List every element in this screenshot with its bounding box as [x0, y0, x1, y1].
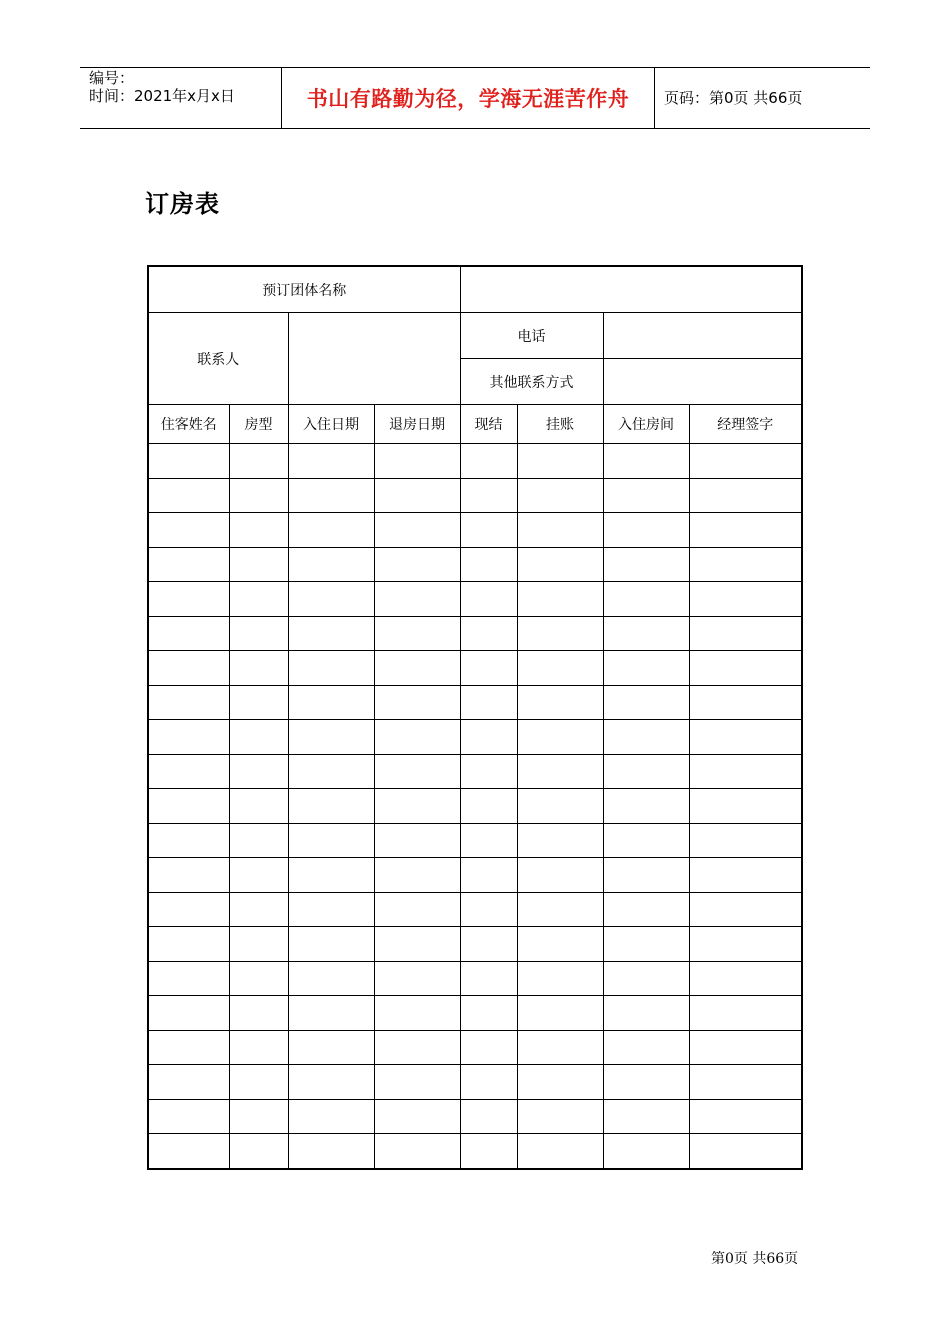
table-cell[interactable]: [229, 478, 288, 513]
column-header: 退房日期: [374, 405, 460, 444]
table-cell[interactable]: [374, 616, 460, 651]
table-cell[interactable]: [460, 513, 517, 548]
table-cell[interactable]: [288, 996, 374, 1031]
table-cell[interactable]: [229, 685, 288, 720]
table-cell[interactable]: [288, 1134, 374, 1169]
contact-label: 联系人: [148, 313, 288, 405]
table-cell[interactable]: [603, 789, 689, 824]
table-cell[interactable]: [288, 616, 374, 651]
table-row: [148, 651, 802, 686]
table-cell[interactable]: [603, 892, 689, 927]
table-cell[interactable]: [288, 685, 374, 720]
column-header-row: [148, 405, 802, 444]
phone-label: 电话: [460, 313, 603, 359]
table-row: [148, 513, 802, 548]
table-cell[interactable]: [229, 823, 288, 858]
table-cell[interactable]: [288, 478, 374, 513]
table-cell[interactable]: [460, 1134, 517, 1169]
table-cell[interactable]: [374, 754, 460, 789]
table-cell[interactable]: [148, 892, 229, 927]
table-row: [148, 1134, 802, 1169]
table-cell[interactable]: [517, 927, 603, 962]
table-cell[interactable]: [603, 616, 689, 651]
table-cell[interactable]: [229, 1099, 288, 1134]
table-cell[interactable]: [229, 651, 288, 686]
table-cell[interactable]: [229, 444, 288, 479]
table-cell[interactable]: [374, 858, 460, 893]
table-cell[interactable]: [689, 858, 802, 893]
column-header: 入住房间: [603, 405, 689, 444]
table-cell[interactable]: [374, 996, 460, 1031]
table-cell[interactable]: [460, 720, 517, 755]
table-cell[interactable]: [689, 513, 802, 548]
table-cell[interactable]: [689, 685, 802, 720]
table-cell[interactable]: [689, 651, 802, 686]
table-cell[interactable]: [460, 996, 517, 1031]
table-cell[interactable]: [517, 858, 603, 893]
table-cell[interactable]: [603, 582, 689, 617]
phone-field[interactable]: [603, 313, 802, 359]
table-cell[interactable]: [229, 1134, 288, 1169]
table-row: [148, 547, 802, 582]
contact-field[interactable]: [288, 313, 460, 405]
table-cell[interactable]: [288, 1099, 374, 1134]
table-row: [148, 858, 802, 893]
table-cell[interactable]: [517, 823, 603, 858]
header-time: 时间：2021年x月x日: [89, 87, 235, 105]
table-cell[interactable]: [229, 754, 288, 789]
table-cell[interactable]: [603, 961, 689, 996]
table-row: [148, 1030, 802, 1065]
table-cell[interactable]: [288, 823, 374, 858]
table-cell[interactable]: [229, 616, 288, 651]
table-cell[interactable]: [689, 1099, 802, 1134]
table-cell[interactable]: [288, 1065, 374, 1100]
table-cell[interactable]: [603, 823, 689, 858]
table-cell[interactable]: [229, 547, 288, 582]
table-cell[interactable]: [689, 1030, 802, 1065]
table-cell[interactable]: [229, 927, 288, 962]
table-cell[interactable]: [603, 513, 689, 548]
table-cell[interactable]: [288, 754, 374, 789]
table-cell[interactable]: [460, 892, 517, 927]
column-header: 现结: [460, 405, 517, 444]
table-cell[interactable]: [148, 789, 229, 824]
table-row: [148, 789, 802, 824]
table-row: [148, 927, 802, 962]
table-cell[interactable]: [460, 858, 517, 893]
table-cell[interactable]: [288, 582, 374, 617]
table-row: [148, 616, 802, 651]
table-cell[interactable]: [689, 823, 802, 858]
table-cell[interactable]: [148, 616, 229, 651]
table-cell[interactable]: [288, 444, 374, 479]
table-cell[interactable]: [460, 789, 517, 824]
table-cell[interactable]: [148, 1134, 229, 1169]
table-cell[interactable]: [229, 892, 288, 927]
table-cell[interactable]: [603, 685, 689, 720]
table-cell[interactable]: [460, 547, 517, 582]
table-cell[interactable]: [603, 1099, 689, 1134]
table-cell[interactable]: [374, 685, 460, 720]
table-cell[interactable]: [689, 754, 802, 789]
group-name-field[interactable]: [460, 266, 802, 313]
table-cell[interactable]: [148, 823, 229, 858]
table-cell[interactable]: [603, 858, 689, 893]
table-cell[interactable]: [374, 444, 460, 479]
other-contact-field[interactable]: [603, 359, 802, 405]
table-cell[interactable]: [148, 754, 229, 789]
table-cell[interactable]: [148, 444, 229, 479]
table-cell[interactable]: [517, 651, 603, 686]
table-cell[interactable]: [374, 547, 460, 582]
table-cell[interactable]: [517, 961, 603, 996]
table-cell[interactable]: [148, 1099, 229, 1134]
table-row: [148, 754, 802, 789]
table-row: [148, 996, 802, 1031]
table-row: [148, 478, 802, 513]
table-cell[interactable]: [374, 961, 460, 996]
table-cell[interactable]: [229, 582, 288, 617]
table-cell[interactable]: [148, 513, 229, 548]
table-cell[interactable]: [460, 478, 517, 513]
table-cell[interactable]: [603, 1030, 689, 1065]
table-cell[interactable]: [288, 651, 374, 686]
table-cell[interactable]: [288, 789, 374, 824]
table-cell[interactable]: [288, 720, 374, 755]
header-divider-right: [654, 67, 655, 128]
table-cell[interactable]: [517, 789, 603, 824]
table-cell[interactable]: [148, 582, 229, 617]
table-cell[interactable]: [603, 1134, 689, 1169]
table-cell[interactable]: [460, 444, 517, 479]
table-cell[interactable]: [460, 1065, 517, 1100]
table-cell[interactable]: [603, 478, 689, 513]
table-cell[interactable]: [374, 892, 460, 927]
table-cell[interactable]: [603, 754, 689, 789]
table-cell[interactable]: [148, 547, 229, 582]
table-cell[interactable]: [517, 444, 603, 479]
column-header: 住客姓名: [148, 405, 229, 444]
table-row: [148, 582, 802, 617]
table-cell[interactable]: [517, 547, 603, 582]
table-cell[interactable]: [374, 720, 460, 755]
table-cell[interactable]: [689, 789, 802, 824]
table-cell[interactable]: [603, 444, 689, 479]
header-bottom-rule: [80, 128, 870, 129]
table-cell[interactable]: [374, 1134, 460, 1169]
table-cell[interactable]: [603, 1065, 689, 1100]
table-row: [148, 961, 802, 996]
table-cell[interactable]: [148, 478, 229, 513]
table-cell[interactable]: [229, 789, 288, 824]
table-cell[interactable]: [148, 651, 229, 686]
table-cell[interactable]: [517, 685, 603, 720]
header-page-number: 页码：第0页 共66页: [664, 89, 803, 107]
table-cell[interactable]: [689, 720, 802, 755]
table-cell[interactable]: [603, 651, 689, 686]
table-cell[interactable]: [148, 720, 229, 755]
table-cell[interactable]: [374, 789, 460, 824]
table-cell[interactable]: [603, 927, 689, 962]
footer-page-number: 第0页 共66页: [711, 1251, 799, 1267]
table-row: [148, 444, 802, 479]
table-cell[interactable]: [229, 961, 288, 996]
table-cell[interactable]: [288, 927, 374, 962]
table-cell[interactable]: [689, 616, 802, 651]
column-header: 房型: [229, 405, 288, 444]
table-row: [148, 685, 802, 720]
table-cell[interactable]: [517, 1065, 603, 1100]
table-cell[interactable]: [460, 582, 517, 617]
table-cell[interactable]: [689, 892, 802, 927]
table-cell[interactable]: [517, 892, 603, 927]
table-cell[interactable]: [689, 582, 802, 617]
table-cell[interactable]: [603, 996, 689, 1031]
contact-row: [148, 313, 802, 359]
table-cell[interactable]: [460, 1030, 517, 1065]
table-cell[interactable]: [517, 1099, 603, 1134]
column-header: 经理签字: [689, 405, 802, 444]
column-header: 挂账: [517, 405, 603, 444]
table-cell[interactable]: [603, 720, 689, 755]
table-cell[interactable]: [374, 1030, 460, 1065]
table-cell[interactable]: [689, 444, 802, 479]
table-cell[interactable]: [460, 927, 517, 962]
table-cell[interactable]: [229, 720, 288, 755]
table-cell[interactable]: [374, 1099, 460, 1134]
table-cell[interactable]: [148, 685, 229, 720]
table-cell[interactable]: [288, 513, 374, 548]
table-cell[interactable]: [460, 685, 517, 720]
page-title: 订房表: [145, 190, 220, 218]
table-cell[interactable]: [689, 1065, 802, 1100]
table-cell[interactable]: [460, 616, 517, 651]
table-cell[interactable]: [460, 961, 517, 996]
table-cell[interactable]: [689, 996, 802, 1031]
table-cell[interactable]: [374, 1065, 460, 1100]
table-row: [148, 1099, 802, 1134]
table-cell[interactable]: [517, 478, 603, 513]
table-cell[interactable]: [229, 1030, 288, 1065]
table-cell[interactable]: [689, 547, 802, 582]
table-cell[interactable]: [288, 858, 374, 893]
table-cell[interactable]: [148, 927, 229, 962]
table-cell[interactable]: [517, 616, 603, 651]
table-cell[interactable]: [288, 1030, 374, 1065]
table-cell[interactable]: [288, 547, 374, 582]
table-cell[interactable]: [374, 478, 460, 513]
table-cell[interactable]: [460, 754, 517, 789]
table-cell[interactable]: [689, 961, 802, 996]
table-cell[interactable]: [288, 961, 374, 996]
group-name-label: 预订团体名称: [148, 266, 460, 313]
table-cell[interactable]: [517, 582, 603, 617]
table-cell[interactable]: [229, 1065, 288, 1100]
table-cell[interactable]: [148, 1065, 229, 1100]
table-cell[interactable]: [148, 1030, 229, 1065]
table-cell[interactable]: [689, 927, 802, 962]
header-code: 编号：: [89, 69, 135, 87]
table-cell[interactable]: [460, 651, 517, 686]
table-cell[interactable]: [460, 1099, 517, 1134]
column-header: 入住日期: [288, 405, 374, 444]
table-cell[interactable]: [288, 892, 374, 927]
table-cell[interactable]: [374, 651, 460, 686]
table-cell[interactable]: [374, 513, 460, 548]
table-cell[interactable]: [148, 858, 229, 893]
table-cell[interactable]: [374, 582, 460, 617]
table-cell[interactable]: [374, 823, 460, 858]
group-name-row: [148, 266, 802, 313]
table-cell[interactable]: [517, 513, 603, 548]
table-cell[interactable]: [517, 1030, 603, 1065]
table-cell[interactable]: [148, 961, 229, 996]
table-row: [148, 1065, 802, 1100]
table-row: [148, 892, 802, 927]
table-row: [148, 823, 802, 858]
table-cell[interactable]: [460, 823, 517, 858]
table-cell[interactable]: [517, 720, 603, 755]
table-cell[interactable]: [229, 513, 288, 548]
table-row: [148, 720, 802, 755]
header-motto: 书山有路勤为径，学海无涯苦作舟: [306, 86, 630, 111]
table-cell[interactable]: [374, 927, 460, 962]
booking-form-table: [147, 265, 803, 1170]
table-cell[interactable]: [517, 1134, 603, 1169]
other-contact-label: 其他联系方式: [460, 359, 603, 405]
table-cell[interactable]: [229, 858, 288, 893]
table-cell[interactable]: [229, 996, 288, 1031]
table-cell[interactable]: [603, 547, 689, 582]
table-cell[interactable]: [689, 1134, 802, 1169]
table-cell[interactable]: [517, 754, 603, 789]
table-cell[interactable]: [148, 996, 229, 1031]
table-cell[interactable]: [689, 478, 802, 513]
table-cell[interactable]: [517, 996, 603, 1031]
